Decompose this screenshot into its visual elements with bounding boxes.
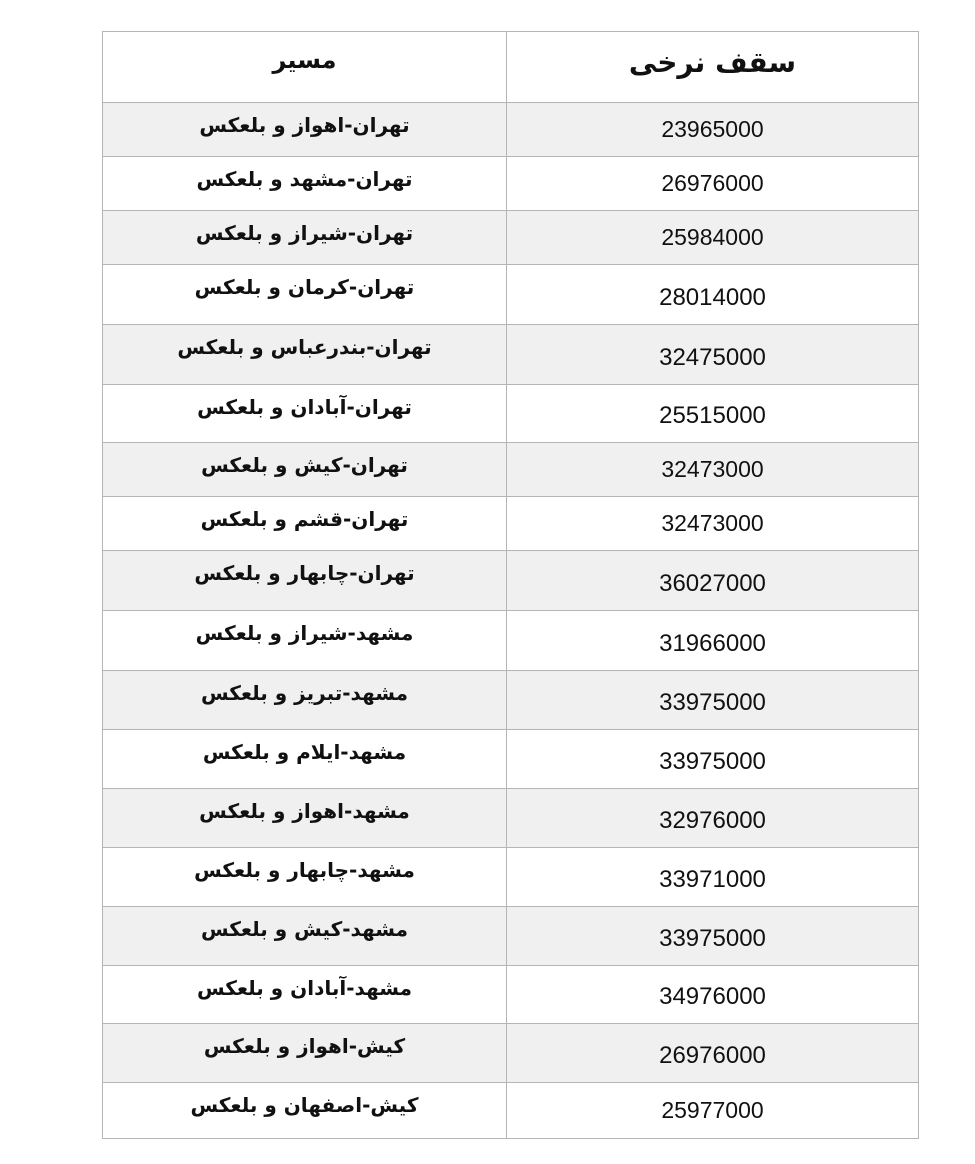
price-cell [507,789,919,847]
table-row [103,1083,919,1139]
price-cell [507,848,919,906]
route-cell [103,671,507,729]
price-cell [507,385,919,442]
route-name: تهران-قشم و بلعکس [200,507,409,531]
price-cell [507,325,919,384]
route-cell [103,1083,507,1138]
route-cell [103,966,507,1023]
route-cell [103,443,507,496]
table-row [103,265,919,325]
table-row [103,730,919,789]
route-cell [103,157,507,210]
route-name: تهران-کیش و بلعکس [201,453,408,477]
price-value: 23965000 [661,116,764,142]
route-name: تهران-کرمان و بلعکس [194,275,415,299]
table-row [103,848,919,907]
route-cell [103,848,507,906]
price-value: 32475000 [659,344,766,371]
route-name: مشهد-تبریز و بلعکس [200,681,409,705]
price-value: 32976000 [659,807,766,834]
price-cap-header-cell [507,32,919,102]
route-name: مشهد-اهواز و بلعکس [199,799,410,823]
table-row [103,497,919,551]
price-value: 34976000 [659,983,766,1010]
route-name: تهران-بندرعباس و بلعکس [177,335,432,359]
route-cell [103,211,507,264]
price-cell [507,1083,919,1138]
route-cell [103,789,507,847]
price-cell [507,103,919,156]
route-name: مشهد-آبادان و بلعکس [196,976,413,1000]
route-name: تهران-شیراز و بلعکس [195,221,414,245]
route-name: تهران-چابهار و بلعکس [194,561,415,585]
route-cell [103,497,507,550]
price-value: 25515000 [659,402,766,429]
price-value: 33971000 [659,866,766,893]
price-cell [507,907,919,965]
route-cell [103,907,507,965]
price-value: 26976000 [661,170,764,196]
price-cell [507,443,919,496]
price-cell [507,497,919,550]
route-name: مشهد-کیش و بلعکس [200,917,409,941]
price-value: 31966000 [659,630,766,657]
price-cell [507,551,919,610]
price-value: 28014000 [659,284,766,311]
price-value: 26976000 [659,1042,766,1069]
route-cell [103,325,507,384]
price-cap-header: سقف نرخی [628,46,797,79]
price-value: 33975000 [659,925,766,952]
price-cell [507,611,919,670]
table-row [103,611,919,671]
route-cell [103,265,507,324]
price-value: 25984000 [661,224,764,250]
table-row [103,211,919,265]
table-row [103,907,919,966]
route-cell [103,1024,507,1082]
table-row [103,443,919,497]
price-cell [507,966,919,1023]
table-row [103,1024,919,1083]
route-name: مشهد-شیراز و بلعکس [195,621,414,645]
table-row [103,789,919,848]
table-row [103,966,919,1024]
route-cell [103,611,507,670]
route-name: تهران-اهواز و بلعکس [199,113,410,137]
table-row [103,157,919,211]
price-value: 33975000 [659,689,766,716]
route-cell [103,385,507,442]
price-cell [507,1024,919,1082]
price-cell [507,211,919,264]
route-name: مشهد-چابهار و بلعکس [194,858,415,882]
route-name: کیش-اهواز و بلعکس [203,1034,406,1058]
table-row [103,325,919,385]
table-row [103,671,919,730]
route-cell [103,103,507,156]
price-cell [507,157,919,210]
price-value: 32473000 [661,510,764,536]
route-name: کیش-اصفهان و بلعکس [190,1093,419,1117]
price-cap-table [102,31,919,1139]
price-value: 33975000 [659,748,766,775]
price-cell [507,730,919,788]
route-cell [103,551,507,610]
route-name: تهران-مشهد و بلعکس [196,167,413,191]
table-header-row [103,32,919,103]
price-cell [507,265,919,324]
table-row [103,551,919,611]
price-cell [507,671,919,729]
table-row [103,103,919,157]
route-cell [103,730,507,788]
price-value: 36027000 [659,570,766,597]
route-name: تهران-آبادان و بلعکس [197,395,412,419]
price-value: 32473000 [661,456,764,482]
table-row [103,385,919,443]
route-header-cell [103,32,507,102]
price-value: 25977000 [661,1097,764,1123]
route-name: مشهد-ایلام و بلعکس [202,740,407,764]
route-header: مسیر [272,46,337,74]
